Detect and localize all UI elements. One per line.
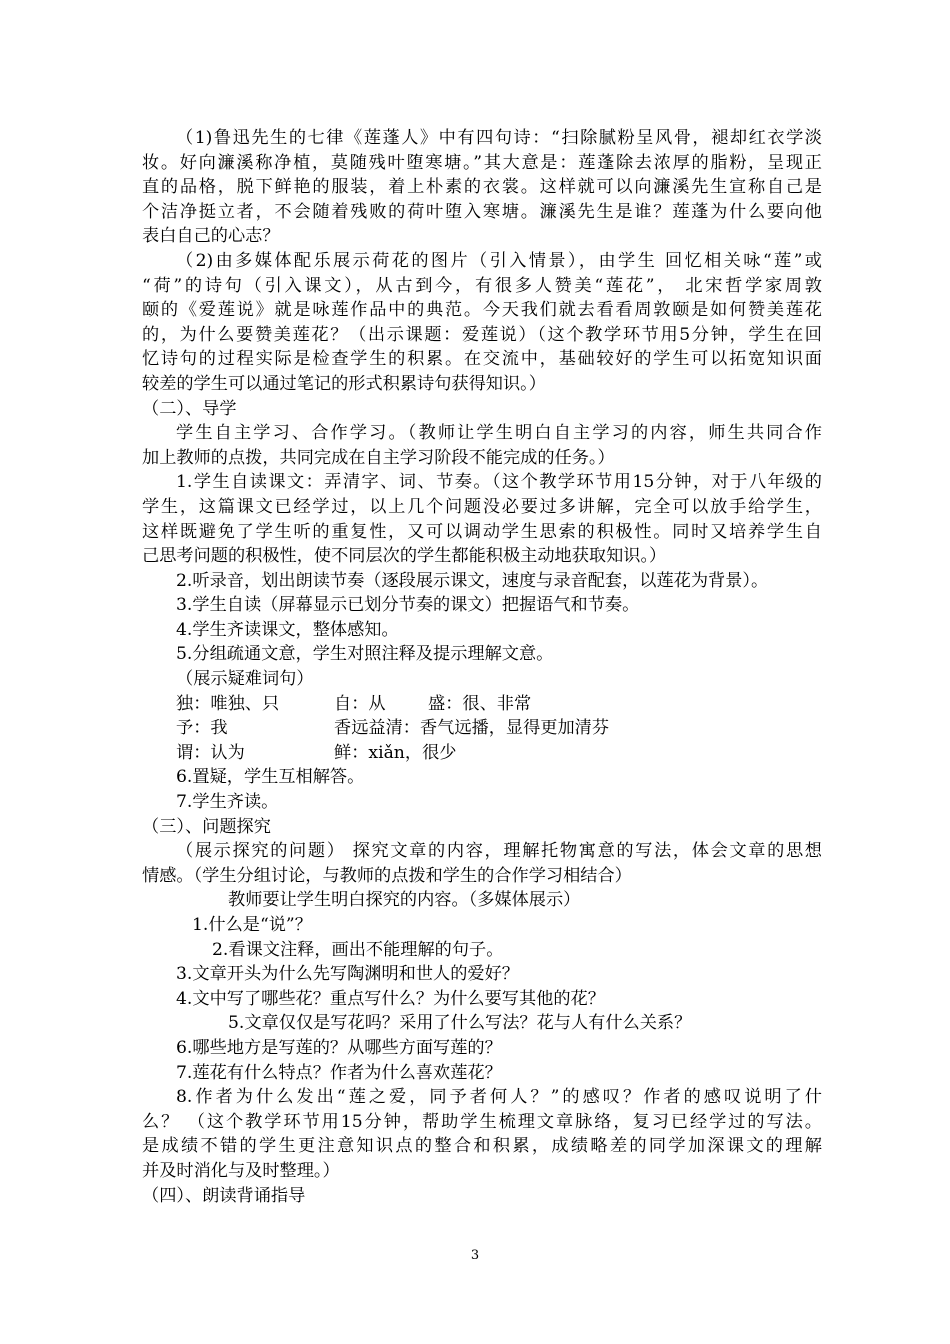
text-line: 8.作者为什么发出“莲之爱，同予者何人？”的感叹？作者的感叹说明了什 bbox=[176, 1087, 822, 1108]
text-line: 是成绩不错的学生更注意知识点的整合和积累，成绩略差的同学加深课文的理解 bbox=[142, 1136, 822, 1157]
text-line: 2.听录音，划出朗读节奏（逐段展示课文，速度与录音配套，以莲花为背景）。 bbox=[176, 570, 769, 591]
text-line: 6.置疑，学生互相解答。 bbox=[176, 767, 365, 788]
vocab-cell: 香远益清：香气远播，显得更加清芬 bbox=[334, 718, 610, 739]
text-line: 4.文中写了哪些花？重点写什么？为什么要写其他的花？ bbox=[176, 988, 605, 1009]
text-line: “荷”的诗句（引入课文），从古到今，有很多人赞美“莲花”， 北宋哲学家周敦 bbox=[142, 275, 822, 296]
text-line: 并及时消化与及时整理。） bbox=[142, 1160, 340, 1181]
text-line: 己思考问题的积极性，使不同层次的学生都能积极主动地获取知识。） bbox=[142, 546, 667, 567]
text-line: 较差的学生可以通过笔记的形式积累诗句获得知识。） bbox=[142, 373, 546, 394]
text-line: 教师要让学生明白探究的内容。（多媒体展示） bbox=[228, 890, 581, 911]
text-line: 加上教师的点拨，共同完成在自主学习阶段不能完成的任务。） bbox=[142, 447, 615, 468]
text-line: 的，为什么要赞美莲花？（出示课题：爱莲说）（这个教学环节用5分钟，学生在回 bbox=[142, 324, 822, 345]
text-line: （2)由多媒体配乐展示荷花的图片（引入情景），由学生 回忆相关咏“莲”或 bbox=[176, 250, 822, 271]
text-line: （展示疑难词句） bbox=[176, 669, 314, 690]
text-line: 3.学生自读（屏幕显示已划分节奏的课文）把握语气和节奏。 bbox=[176, 595, 640, 616]
vocab-row bbox=[142, 741, 822, 766]
text-line: 表白自己的心志？ bbox=[142, 226, 280, 247]
text-line: 2.看课文注释，画出不能理解的句子。 bbox=[212, 939, 504, 960]
text-line: 6.哪些地方是写莲的？从哪些方面写莲的？ bbox=[176, 1037, 502, 1058]
text-line: （二）、导学 bbox=[142, 398, 237, 419]
text-line: 颐的《爱莲说》就是咏莲作品中的典范。今天我们就去看看周敦颐是如何赞美莲花 bbox=[142, 300, 822, 321]
text-line: 情感。（学生分组讨论，与教师的点拨和学生的合作学习相结合） bbox=[142, 865, 632, 886]
text-line: （三）、问题探究 bbox=[142, 816, 271, 837]
text-line: 7.学生齐读。 bbox=[176, 792, 279, 813]
text-line: （四）、朗读背诵指导 bbox=[142, 1185, 306, 1206]
page-number: 3 bbox=[470, 1248, 480, 1263]
vocab-cell: 盛：很、非常 bbox=[428, 693, 532, 714]
text-line: 妆。好向濂溪称净植，莫随残叶堕寒塘。”其大意是：莲蓬除去浓厚的脂粉，呈现正 bbox=[142, 152, 822, 173]
text-line: 1.学生自读课文：弄清字、词、节奏。（这个教学环节用15分钟，对于八年级的 bbox=[176, 472, 822, 493]
document-body bbox=[142, 126, 822, 1208]
text-line: 学生，这篇课文已经学过，以上几个问题没必要过多讲解，完全可以放手给学生， bbox=[142, 496, 822, 517]
vocab-cell: 独：唯独、只 bbox=[176, 693, 280, 714]
text-line: 3.文章开头为什么先写陶渊明和世人的爱好？ bbox=[176, 964, 519, 985]
text-line: （展示探究的问题） 探究文章的内容，理解托物寓意的写法，体会文章的思想 bbox=[176, 841, 822, 862]
text-line: 5.分组疏通文意，学生对照注释及提示理解文意。 bbox=[176, 644, 554, 665]
vocab-row bbox=[142, 692, 822, 717]
text-line: 学生自主学习、合作学习。（教师让学生明白自主学习的内容，师生共同合作 bbox=[176, 423, 822, 444]
text-line: 直的品格，脱下鲜艳的服装，着上朴素的衣裳。这样就可以向濂溪先生宣称自己是 bbox=[142, 177, 822, 198]
text-line: 1.什么是“说”？ bbox=[192, 915, 312, 935]
vocab-cell: 谓：认为 bbox=[176, 742, 245, 763]
vocab-cell: 自：从 bbox=[334, 693, 386, 714]
text-line: 5.文章仅仅是写花吗？采用了什么写法？花与人有什么关系？ bbox=[228, 1013, 692, 1034]
vocab-row bbox=[142, 716, 822, 741]
text-line: 7.莲花有什么特点？作者为什么喜欢莲花？ bbox=[176, 1062, 502, 1083]
text-line: 么？ （这个教学环节用15分钟，帮助学生梳理文章脉络，复习已经学过的写法。 bbox=[142, 1111, 822, 1132]
text-line: 个洁净挺立者，不会随着残败的荷叶堕入寒塘。濂溪先生是谁？莲蓬为什么要向他 bbox=[142, 201, 822, 222]
vocab-cell: 鲜：xiǎn，很少 bbox=[334, 742, 457, 763]
text-line: （1)鲁迅先生的七律《莲蓬人》中有四句诗：“扫除腻粉呈风骨，褪却红衣学淡 bbox=[176, 128, 822, 148]
vocab-cell: 予：我 bbox=[176, 718, 228, 739]
text-line: 4.学生齐读课文，整体感知。 bbox=[176, 619, 399, 640]
text-line: 这样既避免了学生听的重复性，又可以调动学生思索的积极性。同时又培养学生自 bbox=[142, 521, 822, 542]
text-line: 忆诗句的过程实际是检查学生的积累。在交流中，基础较好的学生可以拓宽知识面 bbox=[142, 349, 822, 370]
